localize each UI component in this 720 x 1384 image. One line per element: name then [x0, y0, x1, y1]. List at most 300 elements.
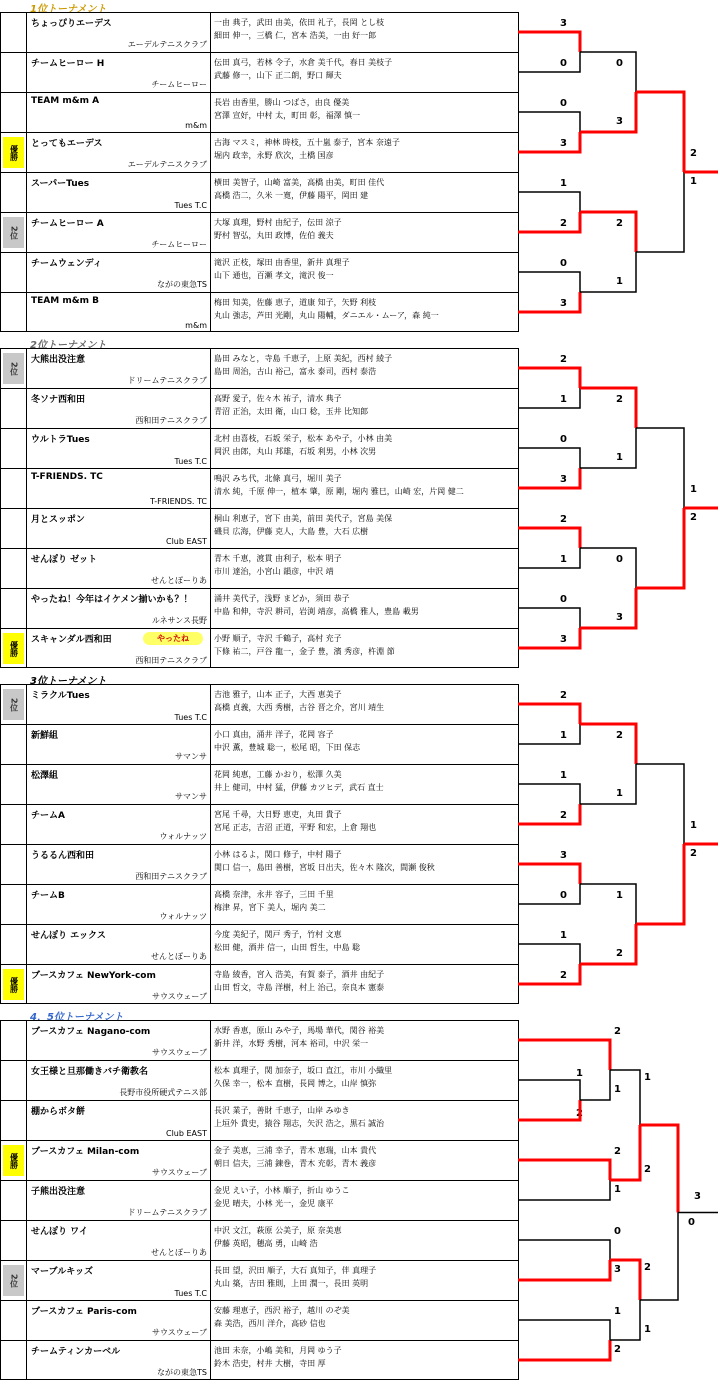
member-line: 中沢 文江，萩原 公美子，原 奈美恵 [214, 1226, 342, 1235]
member-line: 金児 晴夫，小林 光一，金児 康平 [214, 1199, 334, 1208]
score-label: 3 [560, 850, 567, 861]
badge-cell [1, 1221, 27, 1260]
members-cell [211, 685, 518, 724]
members-cell [211, 965, 518, 1004]
champion-badge: 優勝 [3, 633, 24, 664]
tournament-section [0, 0, 720, 336]
score-label: 2 [690, 512, 697, 523]
score-label: 3 [694, 1190, 701, 1202]
members-cell [211, 133, 518, 172]
team-cell [27, 965, 211, 1004]
team-row [1, 1301, 519, 1341]
member-line: 涌井 美代子，浅野 まどか，須田 恭子 [214, 594, 350, 603]
members-cell [211, 1181, 518, 1220]
member-line: 大塚 真理，野村 由紀子，伝田 涼子 [214, 218, 342, 227]
team-cell [27, 13, 211, 52]
runner-up-badge: 2位 [3, 689, 24, 720]
score-label: 1 [560, 930, 567, 941]
runner-up-badge: 2位 [3, 1265, 24, 1296]
score-label: 2 [560, 690, 567, 701]
member-line: 高野 愛子，佐々木 祐子，清水 典子 [214, 394, 342, 403]
bracket-line [580, 764, 636, 804]
score-label: 2 [576, 1108, 583, 1119]
team-name: とってもエーデス [31, 139, 103, 149]
badge-cell [1, 805, 27, 844]
badge-cell [1, 93, 27, 132]
badge-cell [1, 213, 27, 252]
members-cell [211, 1221, 518, 1260]
team-name: ウルトラTues [31, 435, 90, 445]
team-row [1, 629, 519, 669]
score-label: 0 [560, 890, 567, 901]
club-name: せんとぽーりあ [151, 1248, 207, 1257]
winner-path [580, 924, 636, 964]
score-label: 1 [560, 730, 567, 741]
badge-cell [1, 53, 27, 92]
bracket-line [518, 548, 580, 568]
score-label: 1 [614, 1306, 621, 1317]
club-name: Tues T.C [174, 201, 207, 210]
team-name: ブースカフェ Milan-com [31, 1147, 140, 1157]
score-label: 3 [616, 612, 623, 623]
winner-path [518, 964, 580, 984]
score-label: 1 [560, 554, 567, 565]
score-label: 1 [576, 1068, 583, 1079]
members-cell [211, 549, 518, 588]
team-cell [27, 805, 211, 844]
winner-path [636, 844, 684, 924]
champion-badge: 優勝 [3, 1145, 24, 1176]
team-row [1, 1181, 519, 1221]
badge-cell [1, 1261, 27, 1300]
winner-path [640, 1125, 678, 1213]
winner-path [518, 864, 580, 884]
member-line: 宮澤 宣好，中村 太，町田 彰，福澤 慎一 [214, 111, 361, 120]
member-line: 細田 伸一，三橋 仁，宮本 浩美，一由 好一郎 [214, 31, 377, 40]
club-name: エーデルテニスクラブ [127, 160, 207, 169]
member-line: 高橋 貞義，大西 秀樹，古谷 晋之介，宮川 靖生 [214, 703, 385, 712]
badge-cell [1, 389, 27, 428]
bracket-svg [518, 0, 720, 336]
team-row [1, 133, 519, 173]
member-line: 吉池 雅子，山本 正子，大西 恵美子 [214, 690, 342, 699]
member-line: 中沢 薫，豊城 聡一，松尾 昭，下田 保志 [214, 743, 361, 752]
team-row [1, 1341, 519, 1381]
winner-path [580, 212, 636, 252]
team-row [1, 1141, 519, 1181]
members-cell [211, 1141, 518, 1180]
members-cell [211, 925, 518, 964]
score-label: 0 [560, 58, 567, 69]
bracket-line [518, 1080, 580, 1100]
club-name: サウスウェーブ [151, 1168, 207, 1177]
team-name: 松澤組 [31, 771, 59, 781]
runner-up-badge: 2位 [3, 217, 24, 248]
bracket-line [580, 428, 636, 468]
members-cell [211, 725, 518, 764]
team-row [1, 765, 519, 805]
score-label: 1 [644, 1072, 651, 1083]
score-label: 3 [560, 18, 567, 29]
score-label: 1 [616, 890, 623, 901]
score-label: 1 [614, 1084, 621, 1095]
member-line: 梅津 昇，宮下 美人，堀内 美二 [214, 903, 326, 912]
team-cell [27, 885, 211, 924]
member-line: 下條 祐二，戸谷 龍一，金子 豊，濱 秀彦，杵淵 節 [214, 647, 395, 656]
team-cell [27, 93, 211, 132]
team-cell [27, 1101, 211, 1140]
score-label: 2 [616, 730, 623, 741]
team-row [1, 1221, 519, 1261]
team-row [1, 53, 519, 93]
winner-path [580, 388, 636, 428]
score-label: 0 [616, 554, 623, 565]
team-row [1, 1061, 519, 1101]
score-label: 3 [560, 634, 567, 645]
team-name: せんぽり ワイ [31, 1227, 88, 1237]
score-label: 1 [616, 788, 623, 799]
team-row [1, 213, 519, 253]
team-name: T-FRIENDS. TC [31, 472, 103, 482]
team-row [1, 469, 519, 509]
section-title: 4．5位トーナメント [30, 1012, 124, 1023]
winner-path [580, 92, 636, 132]
team-name: チームウェンディ [31, 259, 102, 269]
members-cell [211, 389, 518, 428]
bracket-line [580, 52, 636, 92]
members-cell [211, 885, 518, 924]
team-cell [27, 173, 211, 212]
team-name: マーブルキッズ [31, 1267, 94, 1277]
badge-cell [1, 1101, 27, 1140]
score-label: 3 [560, 474, 567, 485]
team-cell [27, 1341, 211, 1380]
club-name: ウォルナッツ [159, 832, 207, 841]
section-title: 1位トーナメント [30, 4, 107, 15]
team-row [1, 549, 519, 589]
team-name: スキャンダル西和田 [31, 635, 112, 645]
member-line: 桐山 利恵子，宮下 由美，前田 美代子，宮島 美保 [214, 514, 393, 523]
winner-path [518, 528, 580, 548]
team-row [1, 845, 519, 885]
bracket-line [518, 608, 580, 628]
bracket-line [636, 428, 684, 508]
club-name: サウスウェーブ [151, 992, 207, 1001]
member-line: 堀内 政幸，永野 欣次，土橋 国彦 [214, 151, 334, 160]
score-label: 1 [644, 1324, 651, 1335]
member-line: 寺島 綾香，宮入 浩美，有賀 泰子，酒井 由紀子 [214, 970, 385, 979]
member-line: 高橋 浩二，久米 一寛，伊藤 陽平，岡田 建 [214, 191, 369, 200]
member-line: 野村 智弘，丸田 政博，佐伯 義夫 [214, 231, 334, 240]
team-row [1, 509, 519, 549]
winner-path [518, 1340, 610, 1360]
members-cell [211, 805, 518, 844]
member-line: 一由 典子，武田 由美，依田 礼子，長岡 とし枝 [214, 18, 385, 27]
winner-path [518, 704, 580, 724]
score-label: 2 [644, 1262, 651, 1273]
badge-cell [1, 509, 27, 548]
badge-cell [1, 549, 27, 588]
badge-cell [1, 685, 27, 724]
club-name: T-FRIENDS. TC [150, 497, 207, 506]
badge-cell [1, 13, 27, 52]
badge-cell [1, 173, 27, 212]
club-name: 西和田テニスクラブ [135, 416, 207, 425]
members-cell [211, 253, 518, 292]
score-label: 1 [560, 770, 567, 781]
badge-cell [1, 1301, 27, 1340]
score-label: 0 [616, 58, 623, 69]
badge-cell [1, 349, 27, 388]
winner-path [636, 92, 684, 172]
team-name: ブースカフェ Paris-com [31, 1307, 137, 1317]
badge-cell [1, 293, 27, 332]
score-label: 0 [560, 434, 567, 445]
team-row [1, 805, 519, 845]
champion-badge: 優勝 [3, 137, 24, 168]
bracket-line [636, 172, 684, 252]
winner-path [636, 508, 684, 588]
section-title: 2位トーナメント [30, 340, 107, 351]
winner-path [518, 804, 580, 824]
club-name: Tues T.C [174, 457, 207, 466]
members-cell [211, 1341, 518, 1380]
team-row [1, 965, 519, 1005]
member-line: 丸山 強志，芦田 光剛，丸山 陽輔，ダニエル・ムーア，森 純一 [214, 311, 439, 320]
team-cell [27, 1061, 211, 1100]
members-cell [211, 1261, 518, 1300]
member-line: 滝沢 正枝，塚田 由香里，新井 真理子 [214, 258, 350, 267]
team-cell [27, 429, 211, 468]
team-row [1, 293, 519, 333]
team-name: ブースカフェ Nagano-com [31, 1027, 151, 1037]
team-table [0, 348, 519, 668]
bracket-line [580, 1070, 610, 1100]
member-line: 山田 哲文，寺島 洋樹，村上 治己，奈良本 憲泰 [214, 983, 385, 992]
score-label: 2 [614, 1026, 621, 1037]
winner-path [518, 212, 580, 232]
winner-path [518, 292, 580, 312]
badge-cell [1, 133, 27, 172]
score-label: 2 [560, 970, 567, 981]
champion-badge: 優勝 [3, 969, 24, 1000]
bracket-line [518, 388, 580, 408]
members-cell [211, 1101, 518, 1140]
member-line: 長田 望，沢田 順子，大石 真知子，伴 真理子 [214, 1266, 377, 1275]
club-name: Tues T.C [174, 713, 207, 722]
club-name: せんとぽーりあ [151, 576, 207, 585]
runner-up-badge: 2位 [3, 353, 24, 384]
score-label: 1 [614, 1184, 621, 1195]
member-line: 古海 マスミ，神林 時枝，五十嵐 泰子，宮本 奈遠子 [214, 138, 400, 147]
club-name: 長野市役所硬式テニス部 [119, 1088, 207, 1097]
team-cell [27, 685, 211, 724]
member-line: 伝田 真弓，若林 令子，水倉 美千代，春日 美枝子 [214, 58, 393, 67]
member-line: 松本 真理子，関 加奈子，坂口 直江，市川 小織里 [214, 1066, 393, 1075]
winner-path [518, 1040, 610, 1070]
badge-cell [1, 469, 27, 508]
score-label: 2 [560, 218, 567, 229]
winner-path [580, 724, 636, 764]
member-line: 水野 香恵，原山 みや子，馬場 華代，関谷 裕美 [214, 1026, 385, 1035]
member-line: 伊藤 英昭，穂高 勇，山崎 浩 [214, 1239, 318, 1248]
team-name: 新鮮組 [31, 731, 59, 741]
team-cell [27, 1021, 211, 1060]
team-row [1, 725, 519, 765]
club-name: ドリームテニスクラブ [127, 376, 207, 385]
members-cell [211, 589, 518, 628]
member-line: 今度 美紀子，関戸 秀子，竹村 文恵 [214, 930, 342, 939]
member-line: 森 美浩，西川 洋介，高砂 信也 [214, 1319, 326, 1328]
member-line: 井上 健司，中村 猛，伊藤 カツヒデ，武石 直士 [214, 783, 384, 792]
score-label: 2 [560, 810, 567, 821]
team-table [0, 1020, 519, 1380]
members-cell [211, 213, 518, 252]
member-line: 関口 信一，島田 善樹，宮坂 日出夫，佐々木 隆次，間瀬 俊秋 [214, 863, 435, 872]
member-line: 島田 みなと，寺島 千恵子，上原 美紀，西村 綾子 [214, 354, 393, 363]
member-line: 鈴木 浩史，村井 大樹，寺田 厚 [214, 1359, 326, 1368]
team-name: 女王様と旦那働きバチ衛教名 [31, 1067, 149, 1077]
member-line: 北村 由喜枝，石坂 栄子，松本 あや子，小林 由美 [214, 434, 393, 443]
bracket-line [518, 52, 580, 72]
member-line: 市川 達治，小宮山 韻彦，中沢 靖 [214, 567, 334, 576]
club-name: ながの東急TS [157, 1368, 207, 1377]
score-label: 2 [690, 148, 697, 159]
team-cell [27, 1221, 211, 1260]
badge-cell [1, 589, 27, 628]
score-label: 2 [644, 1164, 651, 1175]
team-row [1, 389, 519, 429]
team-row [1, 589, 519, 629]
celebration-tag: やったね [143, 632, 203, 645]
team-name: ちょっぴりエーデス [31, 19, 112, 29]
team-name: 冬ソナ西和田 [31, 395, 86, 405]
club-name: サマンサ [175, 792, 207, 801]
members-cell [211, 53, 518, 92]
member-line: 新井 洋，水野 秀樹，河本 裕司，中沢 栄一 [214, 1039, 369, 1048]
team-name: せんぽり エックス [31, 931, 106, 941]
score-label: 3 [560, 298, 567, 309]
team-table [0, 684, 519, 1004]
team-cell [27, 925, 211, 964]
club-name: 西和田テニスクラブ [135, 656, 207, 665]
members-cell [211, 1061, 518, 1100]
club-name: Club EAST [166, 537, 207, 546]
bracket-line [518, 112, 580, 132]
winner-path [518, 32, 580, 52]
winner-path [518, 628, 580, 648]
bracket-svg [518, 336, 720, 672]
team-cell [27, 213, 211, 252]
members-cell [211, 293, 518, 332]
member-line: 清水 純，千原 伸一，植本 肇，原 剛，堀内 雅巳，山崎 宏，片岡 健二 [214, 487, 464, 496]
team-name: チームヒーロー A [31, 219, 104, 229]
bracket-line [518, 1240, 610, 1260]
team-row [1, 925, 519, 965]
members-cell [211, 765, 518, 804]
score-label: 3 [616, 116, 623, 127]
badge-cell [1, 965, 27, 1004]
member-line: 青沼 正治，太田 衛，山口 稔，玉井 比知郎 [214, 407, 369, 416]
members-cell [211, 1021, 518, 1060]
score-label: 1 [616, 452, 623, 463]
badge-cell [1, 429, 27, 468]
team-cell [27, 589, 211, 628]
team-row [1, 1261, 519, 1301]
badge-cell [1, 925, 27, 964]
badge-cell [1, 1181, 27, 1220]
members-cell [211, 13, 518, 52]
score-label: 0 [560, 98, 567, 109]
member-line: 丸山 築，吉田 雅則，上田 潤一，長田 英明 [214, 1279, 369, 1288]
badge-cell [1, 629, 27, 668]
team-cell [27, 293, 211, 332]
score-label: 0 [614, 1226, 621, 1237]
team-row [1, 1101, 519, 1141]
member-line: 横田 美智子，山崎 富美，高橋 由美，町田 佳代 [214, 178, 385, 187]
members-cell [211, 629, 518, 668]
team-name: TEAM m&m B [31, 296, 99, 306]
score-label: 0 [560, 594, 567, 605]
tournament-section [0, 1008, 720, 1384]
team-cell [27, 1141, 211, 1180]
club-name: ルネサンス長野 [151, 616, 207, 625]
team-cell [27, 389, 211, 428]
club-name: エーデルテニスクラブ [127, 40, 207, 49]
badge-cell [1, 253, 27, 292]
team-name: TEAM m&m A [31, 96, 100, 106]
badge-cell [1, 765, 27, 804]
club-name: サウスウェーブ [151, 1048, 207, 1057]
bracket-line [518, 1180, 610, 1200]
winner-path [518, 132, 580, 152]
winner-path [610, 1260, 640, 1300]
team-row [1, 93, 519, 133]
team-name: スーパーTues [31, 179, 90, 189]
score-label: 3 [560, 138, 567, 149]
team-name: ブースカフェ NewYork-com [31, 971, 156, 981]
team-row [1, 885, 519, 925]
member-line: 磯貝 広海，伊藤 克人，大島 豊，大石 広樹 [214, 527, 369, 536]
team-cell [27, 1261, 211, 1300]
club-name: 西和田テニスクラブ [135, 872, 207, 881]
team-name: ミラクルTues [31, 691, 90, 701]
team-cell [27, 1301, 211, 1340]
club-name: m&m [185, 321, 207, 330]
member-line: 島田 周治，古山 裕己，富永 泰司，西村 泰浩 [214, 367, 377, 376]
badge-cell [1, 725, 27, 764]
member-line: 武藤 修一，山下 正二朗，野口 輝夫 [214, 71, 342, 80]
team-name: せんぽり ゼット [31, 555, 97, 565]
member-line: 岡沢 由郎，丸山 邦雄，石坂 利男，小林 次男 [214, 447, 377, 456]
badge-cell [1, 885, 27, 924]
team-cell [27, 765, 211, 804]
score-label: 2 [616, 394, 623, 405]
team-row [1, 13, 519, 53]
team-row [1, 349, 519, 389]
bracket-line [610, 1300, 640, 1340]
winner-path [518, 468, 580, 488]
bracket-line [518, 884, 580, 904]
team-name: チームB [31, 891, 65, 901]
team-cell [27, 349, 211, 388]
club-name: サマンサ [175, 752, 207, 761]
club-name: ドリームテニスクラブ [127, 1208, 207, 1217]
member-line: 宮尾 千尋，大日野 恵吏，丸田 貴子 [214, 810, 342, 819]
team-name: チームヒーロー H [31, 59, 105, 69]
members-cell [211, 845, 518, 884]
team-name: 大熊出没注意 [31, 355, 86, 365]
